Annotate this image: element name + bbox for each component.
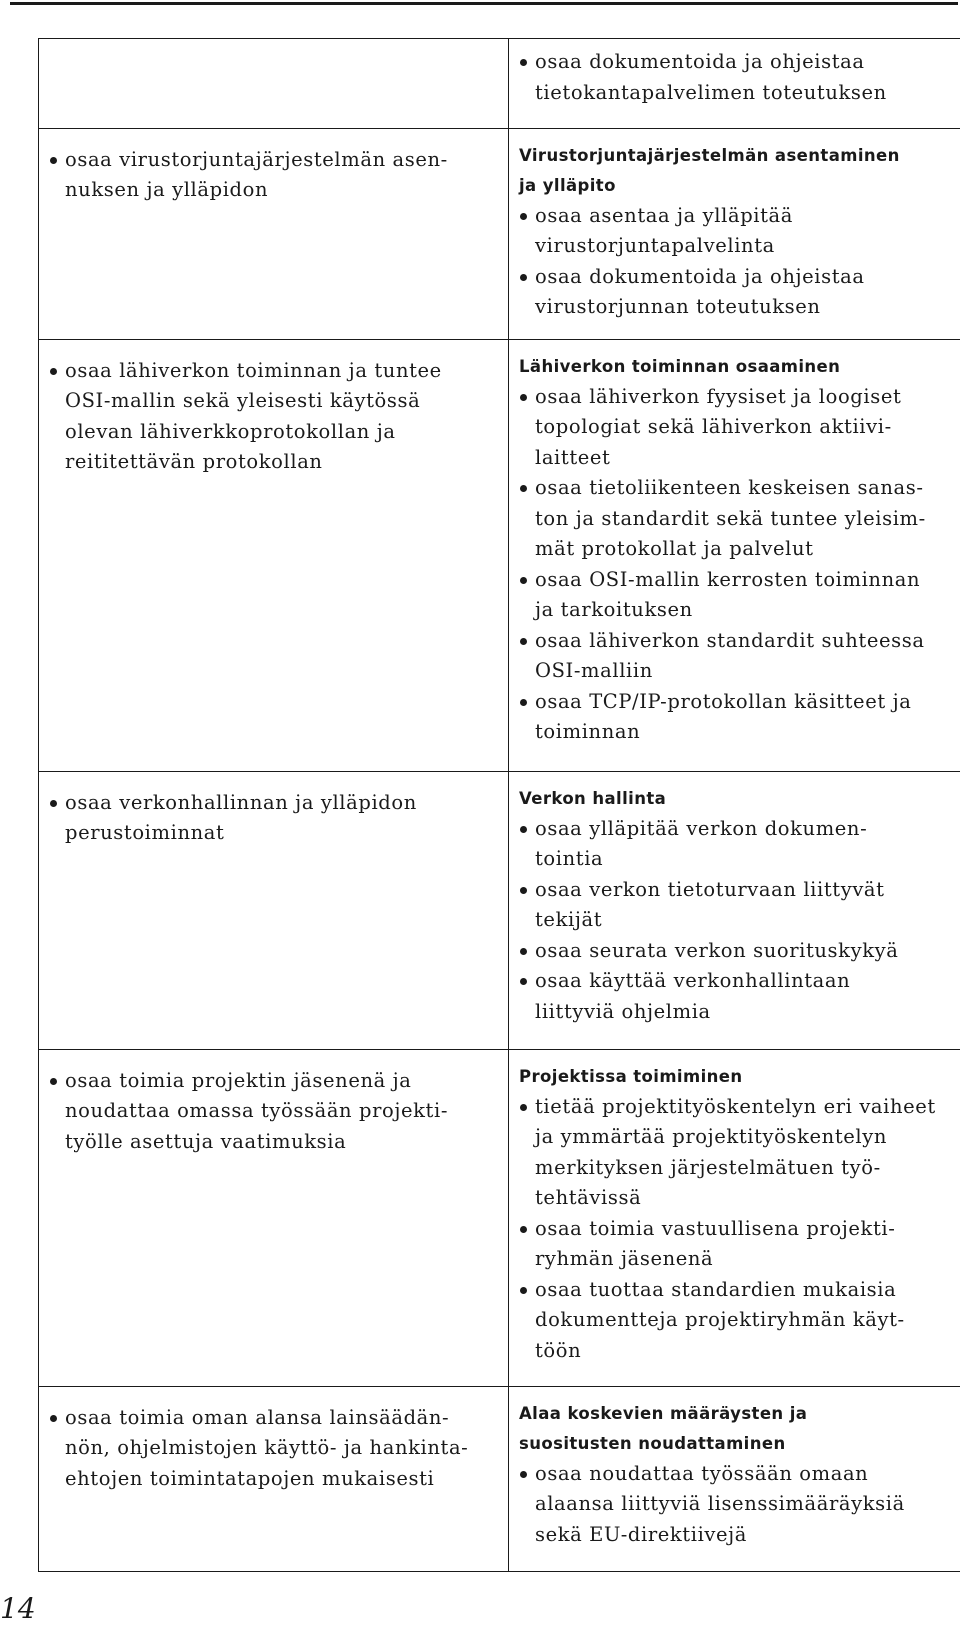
list-item: osaa käyttää verkonhallintaan liittyviä ohjelmia bbox=[519, 966, 952, 1027]
left-cell bbox=[39, 339, 509, 771]
table-row bbox=[39, 339, 960, 771]
left-cell bbox=[39, 39, 509, 129]
list-item: osaa dokumentoida ja ohjeistaa virustorjunnan toteutuksen bbox=[519, 262, 952, 323]
table-row bbox=[39, 771, 960, 1049]
left-bullet-list bbox=[49, 788, 498, 849]
right-bullet-list bbox=[519, 1459, 952, 1551]
list-item: osaa noudattaa työssään omaan alaansa liittyviä lisenssimääräyksiä sekä EU-direktiivejä bbox=[519, 1459, 952, 1551]
list-item: osaa toimia oman alansa lainsäädän- nön, ohjelmistojen käyttö- ja hankinta- ehtojen toimintatapojen mukaisesti bbox=[49, 1403, 498, 1495]
right-cell bbox=[509, 1049, 960, 1386]
list-item: osaa verkonhallinnan ja ylläpidon perustoiminnat bbox=[49, 788, 498, 849]
curriculum-table bbox=[38, 38, 960, 1572]
list-item: osaa virustorjuntajärjestelmän asen- nuksen ja ylläpidon bbox=[49, 145, 498, 206]
left-cell bbox=[39, 771, 509, 1049]
right-bullet-list bbox=[519, 201, 952, 323]
right-bullet-list bbox=[519, 814, 952, 1028]
left-bullet-list bbox=[49, 356, 498, 478]
list-item: tietää projektityöskentelyn eri vaiheet ja ymmärtää projektityöskentelyn merkityksen järjestelmätuen työ- tehtävissä bbox=[519, 1092, 952, 1214]
list-item: osaa OSI-mallin kerrosten toiminnan ja tarkoituksen bbox=[519, 565, 952, 626]
left-bullet-list bbox=[49, 1403, 498, 1495]
right-cell bbox=[509, 1386, 960, 1571]
section-heading: Alaa koskevien määräysten ja suositusten noudattaminen bbox=[519, 1403, 808, 1453]
left-cell bbox=[39, 1049, 509, 1386]
right-bullet-list bbox=[519, 1092, 952, 1367]
table-row bbox=[39, 1049, 960, 1386]
list-item: osaa lähiverkon fyysiset ja loogiset topologiat sekä lähiverkon aktiivi- laitteet bbox=[519, 382, 952, 474]
right-bullet-list bbox=[519, 47, 952, 108]
list-item: osaa tietoliikenteen keskeisen sanas- ton ja standardit sekä tuntee yleisim- mät protokollat ja palvelut bbox=[519, 473, 952, 565]
list-item: osaa lähiverkon toiminnan ja tuntee OSI-mallin sekä yleisesti käytössä olevan lähiverkkoprotokollan ja reititettävän protokollan bbox=[49, 356, 498, 478]
section-heading: Projektissa toimiminen bbox=[519, 1066, 743, 1086]
list-item: osaa dokumentoida ja ohjeistaa tietokantapalvelimen toteutuksen bbox=[519, 47, 952, 108]
left-cell bbox=[39, 128, 509, 339]
section-heading: Virustorjuntajärjestelmän asentaminen ja ylläpito bbox=[519, 145, 900, 195]
top-rule bbox=[10, 2, 958, 5]
right-cell bbox=[509, 128, 960, 339]
list-item: osaa asentaa ja ylläpitää virustorjuntapalvelinta bbox=[519, 201, 952, 262]
list-item: osaa tuottaa standardien mukaisia dokumentteja projektiryhmän käyt- töön bbox=[519, 1275, 952, 1367]
list-item: osaa TCP/IP-protokollan käsitteet ja toiminnan bbox=[519, 687, 952, 748]
right-cell bbox=[509, 339, 960, 771]
right-cell bbox=[509, 771, 960, 1049]
left-bullet-list bbox=[49, 1066, 498, 1158]
table-row bbox=[39, 1386, 960, 1571]
list-item: osaa ylläpitää verkon dokumen- tointia bbox=[519, 814, 952, 875]
right-bullet-list bbox=[519, 382, 952, 748]
list-item: osaa toimia projektin jäsenenä ja noudattaa omassa työssään projekti- työlle asettuja vaatimuksia bbox=[49, 1066, 498, 1158]
section-heading: Lähiverkon toiminnan osaaminen bbox=[519, 356, 841, 376]
list-item: osaa toimia vastuullisena projekti- ryhmän jäsenenä bbox=[519, 1214, 952, 1275]
list-item: osaa seurata verkon suorituskykyä bbox=[519, 936, 952, 967]
left-bullet-list bbox=[49, 145, 498, 206]
page-number: 14 bbox=[0, 1592, 36, 1625]
table-row bbox=[39, 128, 960, 339]
list-item: osaa verkon tietoturvaan liittyvät tekijät bbox=[519, 875, 952, 936]
section-heading: Verkon hallinta bbox=[519, 788, 667, 808]
list-item: osaa lähiverkon standardit suhteessa OSI-malliin bbox=[519, 626, 952, 687]
left-cell bbox=[39, 1386, 509, 1571]
table-row bbox=[39, 39, 960, 129]
right-cell bbox=[509, 39, 960, 129]
